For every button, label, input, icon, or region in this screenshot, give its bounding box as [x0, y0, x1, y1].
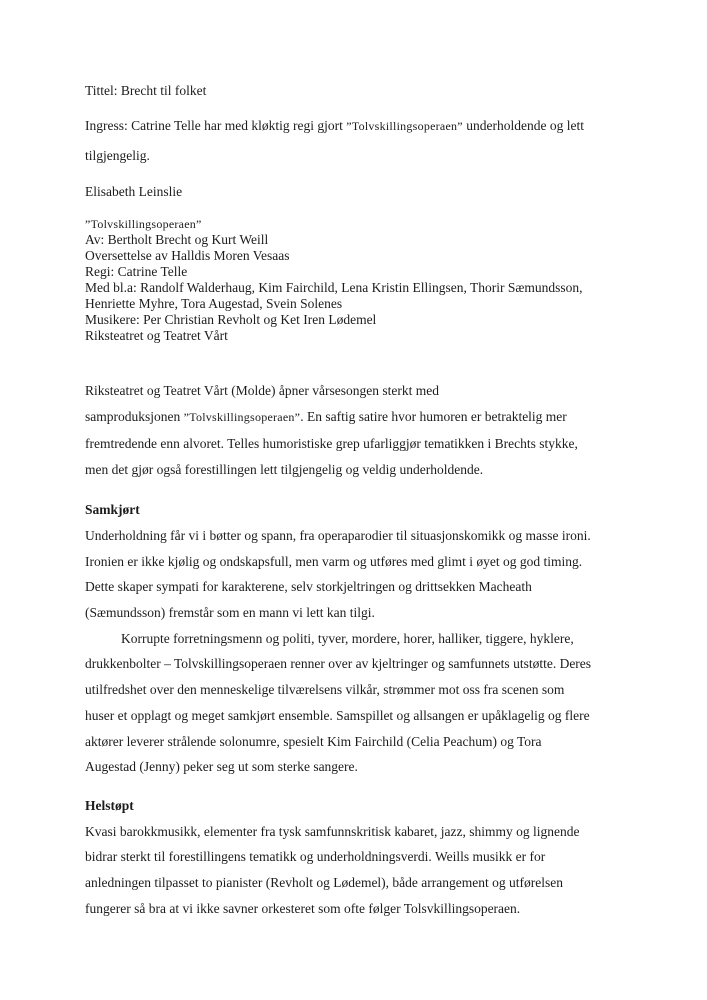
section-heading-helstopt	[85, 793, 627, 819]
paragraph-samkjort-2	[85, 626, 627, 780]
ingress	[85, 111, 627, 171]
text-run: samproduksjonen	[85, 409, 184, 425]
text-run: Kvasi barokkmusikk, elementer fra tysk samfunnskritisk kabaret, jazz, shimmy og lignende	[85, 823, 580, 839]
text-run: Underholdning får vi i bøtter og spann, fra operaparodier til situasjonskomikk og masse ironi.	[85, 527, 591, 543]
text-run: Augestad (Jenny) peker seg ut som sterke sangere.	[85, 759, 358, 775]
quoted-title-text: ”Tolvskillingsoperaen”	[346, 118, 463, 133]
text-run: men det gjør også forestillingen lett tilgjengelig og veldig underholdende.	[85, 461, 484, 477]
byline	[85, 179, 627, 205]
text-run: Riksteatret og Teatret Vårt (Molde) åpner vårsesongen sterkt med	[85, 383, 439, 399]
quoted-title-text: ”Tolvskillingsoperaen”	[85, 217, 202, 232]
text-run: Elisabeth Leinslie	[85, 183, 183, 199]
text-run: anledningen tilpasset to pianister (Revholt og Lødemel), både arrangement og utførelsen	[85, 875, 563, 891]
text-run: Av: Bertholt Brecht og Kurt Weill	[85, 232, 269, 248]
text-run: bidrar sterkt til forestillingens tematikk og underholdningsverdi. Weills musikk er for	[85, 849, 546, 865]
text-run: underholdende og lett	[462, 117, 584, 133]
text-run: Med bl.a: Randolf Walderhaug, Kim Fairchild, Lena Kristin Ellingsen, Thorir Sæmundsson,	[85, 280, 583, 296]
text-run: Regi: Catrine Telle	[85, 264, 188, 280]
text-run: Dette skaper sympati for karakterene, selv storkjeltringen og drittsekken Macheath	[85, 579, 532, 595]
text-run: Helstøpt	[85, 797, 134, 813]
text-run: Samkjørt	[85, 502, 140, 518]
text-run: (Sæmundsson) fremstår som en mann vi lett kan tilgi.	[85, 605, 375, 621]
text-run: Korrupte forretningsmenn og politi, tyver, mordere, horer, halliker, tiggere, hyklere,	[121, 630, 574, 646]
text-run: Ingress: Catrine Telle har med kløktig regi gjort	[85, 117, 347, 133]
text-run: Tittel: Brecht til folket	[85, 83, 207, 98]
text-run: Musikere: Per Christian Revholt og Ket Iren Lødemel	[85, 312, 377, 328]
paragraph-intro	[85, 378, 627, 482]
text-run: Ironien er ikke kjølig og ondskapsfull, men varm og utføres med glimt i øyet og god timing.	[85, 553, 583, 569]
text-run: Henriette Myhre, Tora Augestad, Svein Solenes	[85, 296, 343, 312]
credits-block	[85, 216, 627, 344]
text-run: utilfredshet over den menneskelige tilværelsens vilkår, strømmer mot oss fra scenen som	[85, 682, 565, 698]
section-heading-samkjort	[85, 497, 627, 523]
text-run: fremtredende enn alvoret. Telles humoristiske grep ufarliggjør tematikken i Brechts stykke,	[85, 435, 578, 451]
text-run: Oversettelse av Halldis Moren Vesaas	[85, 248, 290, 264]
text-run: tilgjengelig.	[85, 147, 150, 163]
text-run: huser et opplagt og meget samkjørt ensemble. Samspillet og allsangen er upåklagelig og flere	[85, 707, 590, 723]
quoted-title-text: ”Tolvskillingsoperaen”	[183, 410, 301, 425]
paragraph-samkjort-1	[85, 523, 627, 626]
title-line	[85, 78, 627, 104]
paragraph-helstopt	[85, 819, 627, 922]
text-run: aktører leverer strålende solonumre, spesielt Kim Fairchild (Celia Peachum) og Tora	[85, 733, 542, 749]
text-run: fungerer så bra at vi ikke savner orkesteret som ofte følger Tolsvkillingsoperaen.	[85, 900, 521, 916]
text-run: Riksteatret og Teatret Vårt	[85, 328, 228, 344]
text-run: . En saftig satire hvor humoren er betraktelig mer	[300, 409, 567, 425]
text-run: drukkenbolter – Tolvskillingsoperaen renner over av kjeltringer og samfunnets utstøtte. Deres	[85, 656, 592, 672]
